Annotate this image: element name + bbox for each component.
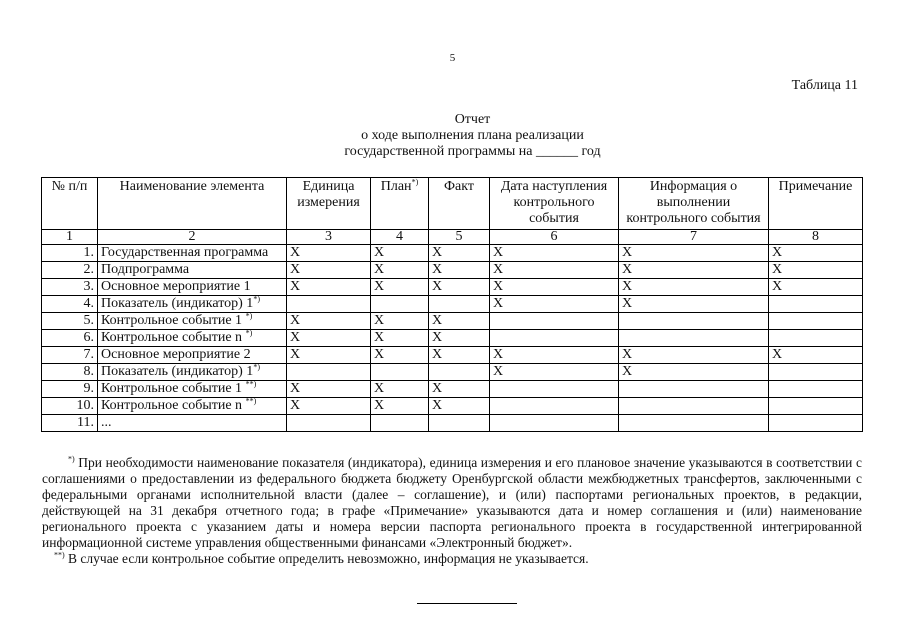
footnotes xyxy=(42,455,862,567)
table-row xyxy=(42,398,863,415)
table-cell: X xyxy=(371,262,429,279)
table-row xyxy=(42,364,863,381)
row-footnote-mark: **) xyxy=(245,379,257,389)
row-element-name-text: Показатель (индикатор) 1 xyxy=(101,364,254,379)
table-cell: X xyxy=(287,313,371,330)
row-element-name-text: Контрольное событие 1 xyxy=(101,313,246,328)
row-element-name-text: Основное мероприятие 1 xyxy=(101,279,251,294)
table-cell: X xyxy=(371,313,429,330)
table-cell: X xyxy=(490,262,619,279)
table-cell xyxy=(619,415,769,432)
row-element-name-text: Контрольное событие n xyxy=(101,330,246,345)
row-element-name-text: Контрольное событие 1 xyxy=(101,381,246,396)
row-element-name xyxy=(98,245,287,262)
table-cell: X xyxy=(287,245,371,262)
table-cell: X xyxy=(769,347,863,364)
row-element-name-text: Государственная программа xyxy=(101,245,269,260)
row-number: 10. xyxy=(42,398,98,415)
table-cell xyxy=(371,296,429,313)
table-row xyxy=(42,313,863,330)
table-cell xyxy=(429,296,490,313)
table-row xyxy=(42,347,863,364)
table-cell xyxy=(769,415,863,432)
table-cell xyxy=(769,381,863,398)
column-header-label: Дата наступления контрольного события xyxy=(500,179,608,226)
table-cell xyxy=(769,296,863,313)
table-cell xyxy=(490,330,619,347)
table-cell: X xyxy=(371,381,429,398)
table-cell: X xyxy=(490,296,619,313)
row-element-name xyxy=(98,262,287,279)
table-body xyxy=(42,245,863,432)
table-cell: X xyxy=(429,347,490,364)
row-footnote-mark: *) xyxy=(253,294,260,304)
footnote-2-text: В случае если контрольное событие определить невозможно, информация не указывается. xyxy=(64,551,589,566)
table-cell: X xyxy=(619,296,769,313)
table-cell xyxy=(287,296,371,313)
table-cell xyxy=(371,415,429,432)
table-caption: Таблица 11 xyxy=(791,78,858,93)
row-footnote-mark: **) xyxy=(245,396,257,406)
page-number: 5 xyxy=(449,52,456,64)
row-number: 2. xyxy=(42,262,98,279)
row-number: 8. xyxy=(42,364,98,381)
column-header-label: Примечание xyxy=(778,179,853,194)
table-cell xyxy=(490,313,619,330)
column-number: 2 xyxy=(98,230,287,245)
table-cell: X xyxy=(490,364,619,381)
header-row xyxy=(42,178,863,230)
table-row xyxy=(42,245,863,262)
table-cell xyxy=(429,364,490,381)
table-cell xyxy=(287,364,371,381)
row-element-name-text: Контрольное событие n xyxy=(101,398,246,413)
table-cell: X xyxy=(371,347,429,364)
column-number: 1 xyxy=(42,230,98,245)
table-cell: X xyxy=(619,279,769,296)
title-line-3: государственной программы на ______ год xyxy=(344,144,601,159)
table-cell: X xyxy=(371,279,429,296)
row-footnote-mark: *) xyxy=(245,311,253,321)
table-cell: X xyxy=(490,279,619,296)
column-header xyxy=(98,178,287,230)
row-element-name xyxy=(98,330,287,347)
table-cell: X xyxy=(287,262,371,279)
table-cell xyxy=(619,313,769,330)
table-cell: X xyxy=(429,381,490,398)
table-cell: X xyxy=(619,245,769,262)
column-header xyxy=(429,178,490,230)
table-cell xyxy=(287,415,371,432)
row-element-name xyxy=(98,296,287,313)
table-cell: X xyxy=(490,245,619,262)
table-cell: X xyxy=(429,245,490,262)
table-cell: X xyxy=(287,398,371,415)
footnote-1-mark: *) xyxy=(68,454,75,464)
title-line-1: Отчет xyxy=(454,112,491,127)
table-cell: X xyxy=(287,381,371,398)
row-element-name xyxy=(98,279,287,296)
row-number: 1. xyxy=(42,245,98,262)
table-cell: X xyxy=(371,245,429,262)
table-cell: X xyxy=(429,398,490,415)
table-row xyxy=(42,262,863,279)
table-cell: X xyxy=(429,330,490,347)
table-cell: X xyxy=(371,330,429,347)
table-cell: X xyxy=(769,279,863,296)
table-cell xyxy=(490,381,619,398)
row-element-name-text: ... xyxy=(101,415,112,430)
column-header-footnote-mark: *) xyxy=(411,177,419,187)
footnote-2 xyxy=(42,551,862,567)
table-cell xyxy=(769,330,863,347)
column-number-row xyxy=(42,230,863,245)
table-cell: X xyxy=(619,364,769,381)
row-number: 9. xyxy=(42,381,98,398)
column-number: 5 xyxy=(429,230,490,245)
table-row xyxy=(42,415,863,432)
column-header-label: Единица измерения xyxy=(297,179,360,210)
column-number: 3 xyxy=(287,230,371,245)
row-element-name-text: Подпрограмма xyxy=(101,262,190,277)
column-number: 6 xyxy=(490,230,619,245)
table-cell: X xyxy=(371,398,429,415)
table-cell: X xyxy=(619,347,769,364)
row-number: 6. xyxy=(42,330,98,347)
table-cell xyxy=(490,398,619,415)
footnote-1 xyxy=(42,455,862,551)
table-cell: X xyxy=(769,262,863,279)
column-header-label: Информация о выполнении контрольного события xyxy=(626,179,761,226)
table-cell: X xyxy=(429,313,490,330)
table-cell xyxy=(769,313,863,330)
table-row xyxy=(42,279,863,296)
report-title xyxy=(0,112,905,160)
table-cell xyxy=(619,381,769,398)
table-cell: X xyxy=(769,245,863,262)
report-table xyxy=(41,177,863,432)
column-header-label: № п/п xyxy=(51,179,88,194)
table-cell xyxy=(371,364,429,381)
table-cell: X xyxy=(287,330,371,347)
column-header-label: Факт xyxy=(443,179,474,194)
column-header xyxy=(42,178,98,230)
column-number: 8 xyxy=(769,230,863,245)
row-element-name xyxy=(98,347,287,364)
column-header xyxy=(371,178,429,230)
table-cell xyxy=(769,364,863,381)
table-cell: X xyxy=(287,347,371,364)
column-header xyxy=(287,178,371,230)
row-element-name-text: Основное мероприятие 2 xyxy=(101,347,251,362)
table-cell xyxy=(429,415,490,432)
row-footnote-mark: *) xyxy=(245,328,253,338)
column-header xyxy=(490,178,619,230)
table-cell xyxy=(490,415,619,432)
row-number: 7. xyxy=(42,347,98,364)
row-element-name-text: Показатель (индикатор) 1 xyxy=(101,296,254,311)
column-header xyxy=(769,178,863,230)
table-row xyxy=(42,381,863,398)
table-cell: X xyxy=(619,262,769,279)
table-cell xyxy=(619,398,769,415)
footnote-1-text: При необходимости наименование показателя (индикатора), единица измерения и его плановое значение указываются в соответствии с соглашениями о предоставлении из федерального бюджета бюджету Оренбургской области межбюджетных трансфертов, заключенными с федеральными органами исполнительной власти (далее – соглашение), и (или) паспортами региональных проектов, в редакции, действующей на 31 декабря отчетного года; в графе «Примечание» указываются дата и номер соглашения и (или) наименование регионального проекта с указанием даты и номера версии паспорта регионального проекта в государственной интегрированной информационной системе управления общественными финансами «Электронный бюджет». xyxy=(42,455,862,550)
column-header-label: Наименование элемента xyxy=(119,179,265,194)
table-cell: X xyxy=(429,279,490,296)
row-number: 11. xyxy=(42,415,98,432)
column-number: 4 xyxy=(371,230,429,245)
row-number: 4. xyxy=(42,296,98,313)
row-footnote-mark: *) xyxy=(253,362,260,372)
footnote-2-mark: **) xyxy=(54,550,65,560)
row-element-name xyxy=(98,313,287,330)
table-cell: X xyxy=(490,347,619,364)
table-row xyxy=(42,296,863,313)
table-cell xyxy=(769,398,863,415)
row-element-name xyxy=(98,381,287,398)
row-number: 3. xyxy=(42,279,98,296)
row-element-name xyxy=(98,415,287,432)
column-header-label: План xyxy=(380,179,412,194)
table-cell: X xyxy=(429,262,490,279)
row-number: 5. xyxy=(42,313,98,330)
table-row xyxy=(42,330,863,347)
row-element-name xyxy=(98,398,287,415)
column-number: 7 xyxy=(619,230,769,245)
table-cell: X xyxy=(287,279,371,296)
row-element-name xyxy=(98,364,287,381)
title-line-2: о ходе выполнения плана реализации xyxy=(361,128,584,143)
table-cell xyxy=(619,330,769,347)
closing-rule xyxy=(417,603,517,604)
column-header xyxy=(619,178,769,230)
